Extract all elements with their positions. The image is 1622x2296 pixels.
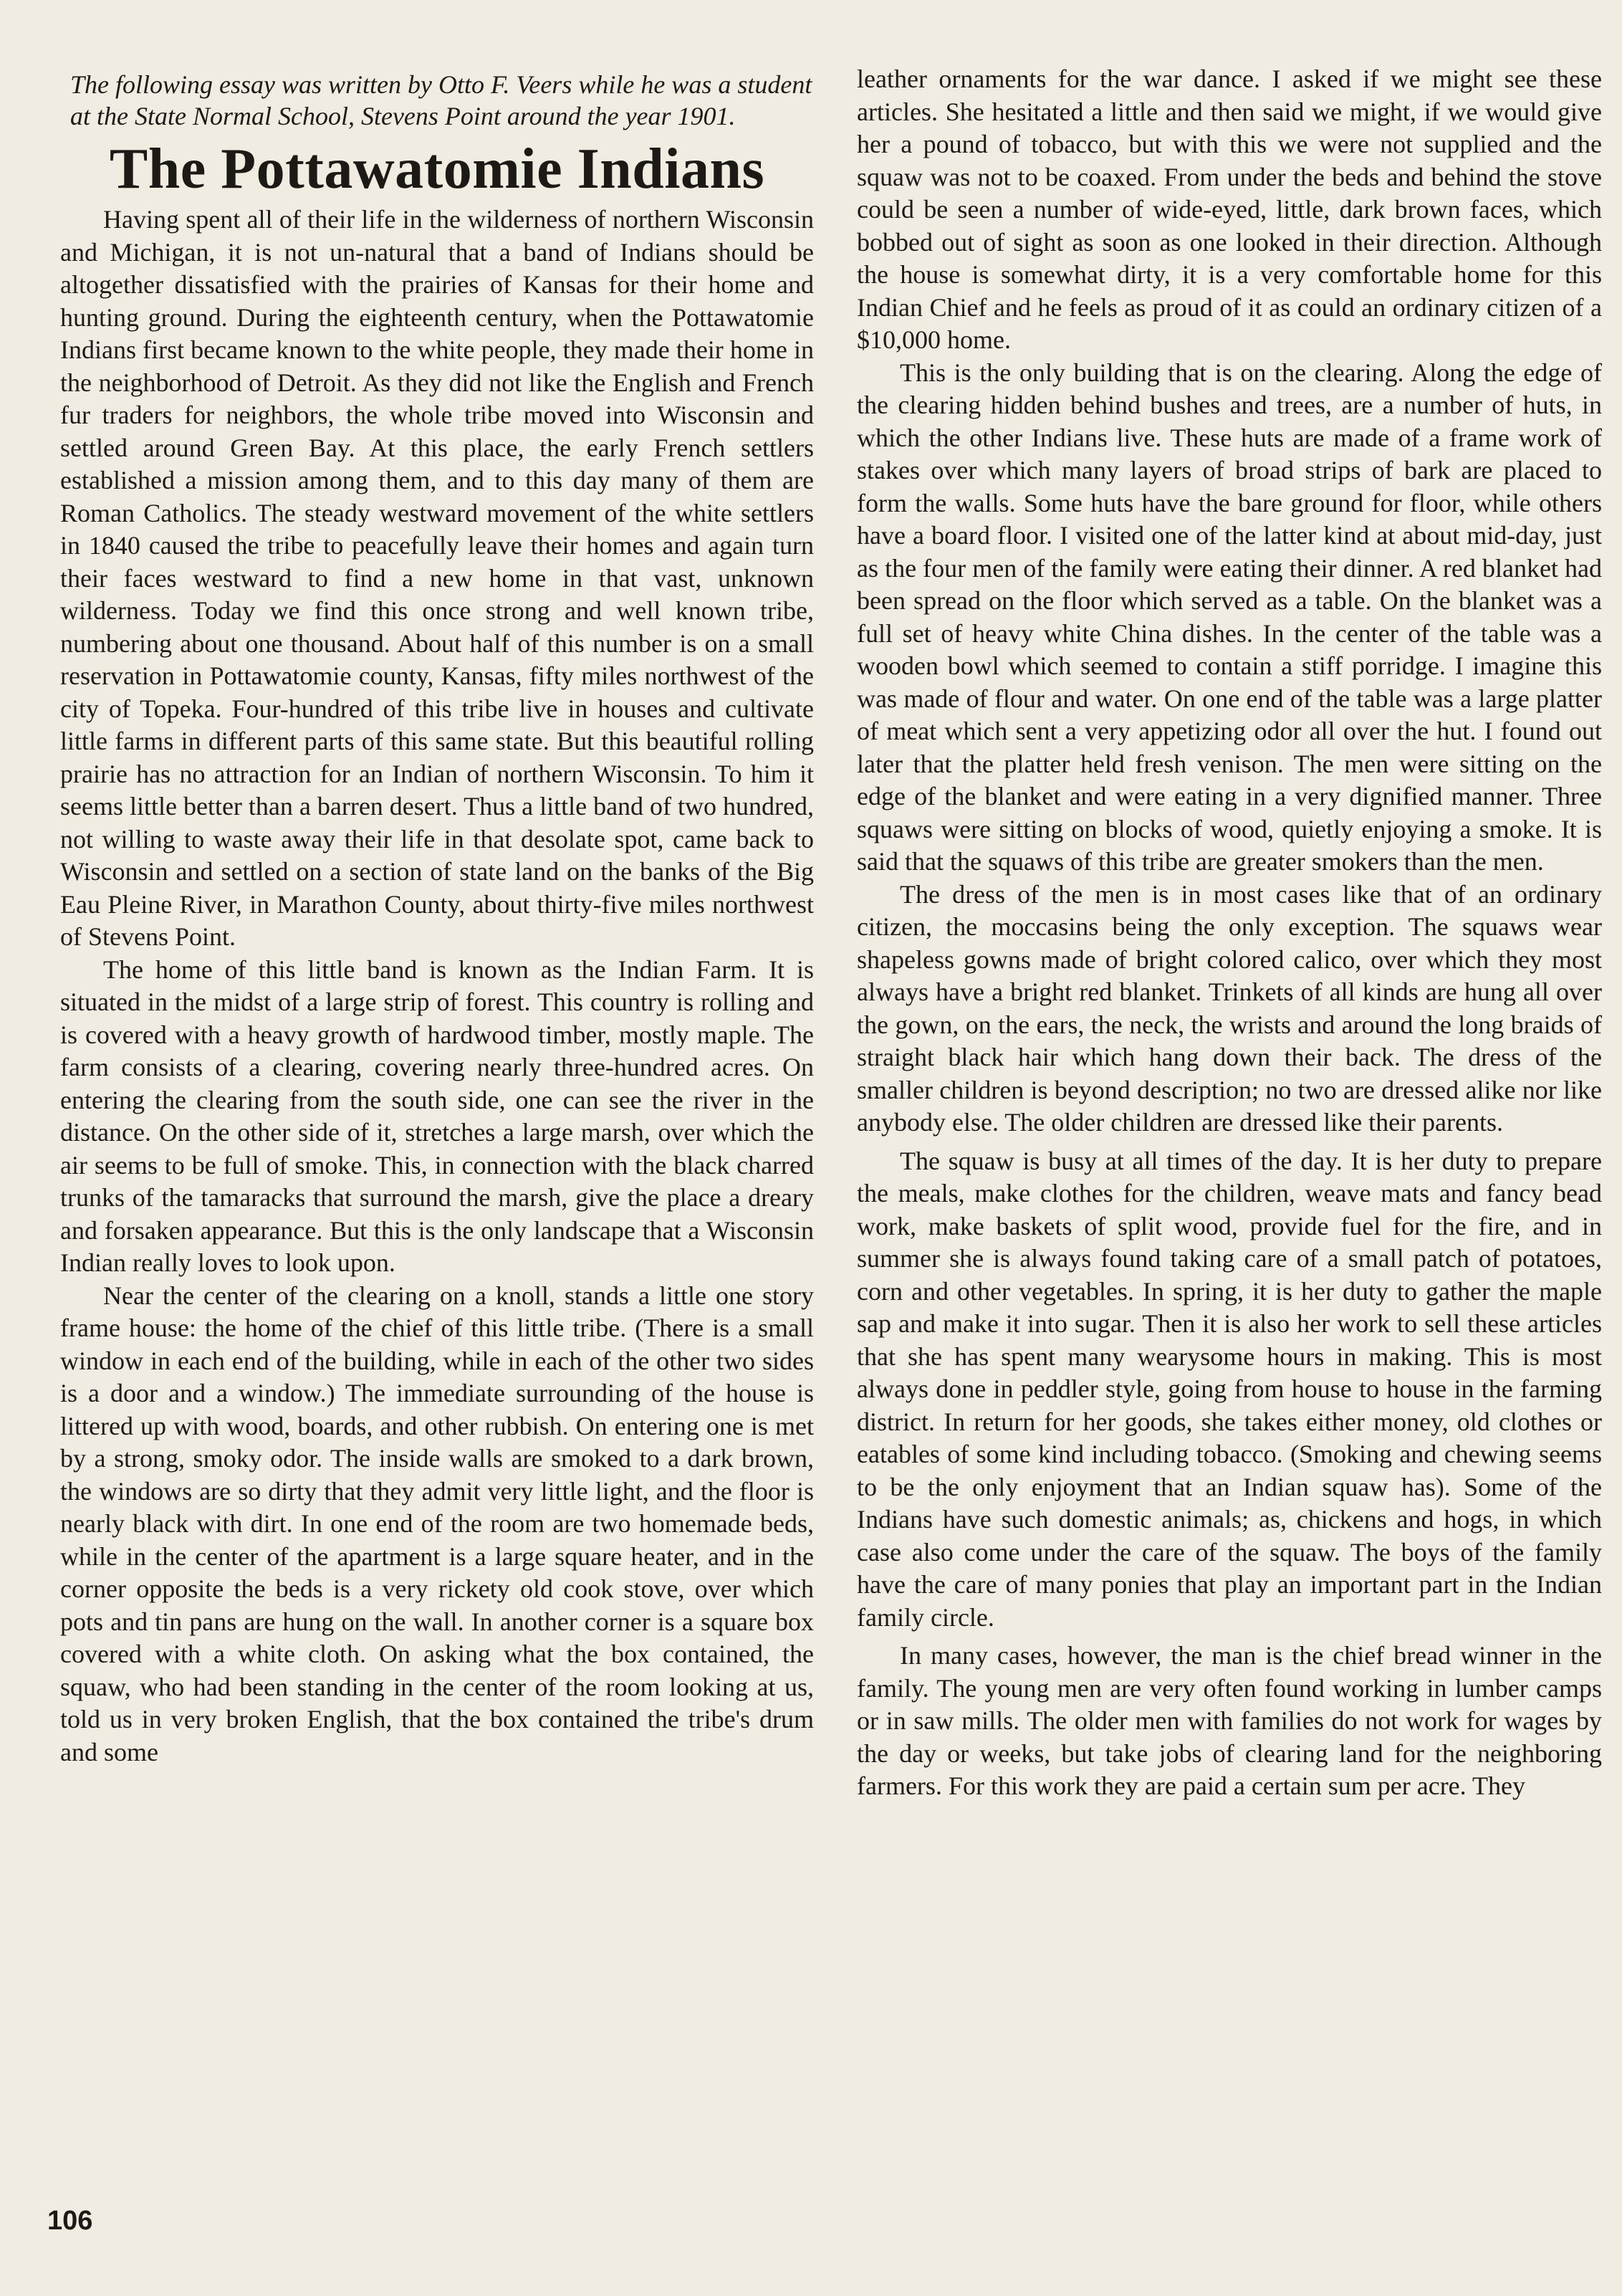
page-number: 106 bbox=[47, 2206, 93, 2236]
paragraph-history: Having spent all of their life in the wilderness of northern Wisconsin and Michigan, it is not un-natural that a band of Indians should be altogether dissatisfied with the prairies of Kansas for their home and hunting ground. During the eighteenth century, when the Pottawatomie Indians first became known to the white people, they made their home in the neighborhood of Detroit. As they did not like the English and French fur traders for neighbors, the whole tribe moved into Wisconsin and settled around Green Bay. At this place, the early French settlers established a mission among them, and to this day many of them are Roman Catholics. The steady westward movement of the white settlers in 1840 caused the tribe to peacefully leave their homes and again turn their faces westward to find a new home in that vast, unknown wilderness. Today we find this once strong and well known tribe, numbering about one thousand. About half of this number is on a small reservation in Pottawatomie county, Kansas, fifty miles northwest of the city of Topeka. Four-hundred of this tribe live in houses and cultivate little farms in different parts of this same state. But this beautiful rolling prairie has no attraction for an Indian of northern Wisconsin. To him it seems little better than a barren desert. Thus a little band of two hundred, not willing to waste away their life in that desolate spot, came back to Wisconsin and settled on a section of state land on the banks of the Big Eau Pleine River, in Marathon County, about thirty-five miles northwest of Stevens Point. bbox=[60, 205, 815, 951]
paragraph-bread-winner: In many cases, however, the man is the chief bread winner in the family. The young men are very often found working in lumber camps or in saw mills. The older men with families do not work for wages by the day or weeks, but take jobs of clearing land for the neighboring farmers. For this work they are paid a certain sum per acre. They bbox=[857, 1641, 1602, 1800]
paragraph-squaw-duties: The squaw is busy at all times of the day. It is her duty to prepare the meals, make clothes for the children, weave mats and fancy bead work, make baskets of split wood, provide fuel for the fire, and in summer she is always found taking care of a small patch of potatoes, corn and other vegetables. In spring, it is her duty to gather the maple sap and make it into sugar. Then it is also her work to sell these articles that she has spent many wearysome hours in making. This is most always done in peddler style, going from house to house in the farming district. In return for her goods, she takes either money, old clothes or eatables of some kind including tobacco. (Smoking and chewing seems to be the only enjoyment that an Indian squaw has). Some of the Indians have such domestic animals; as, chickens and hogs, in which case also come under the care of the squaw. The boys of the family have the care of many ponies that play an important part in the Indian family circle. bbox=[857, 1146, 1602, 1632]
paragraph-chief-house-continued: leather ornaments for the war dance. I asked if we might see these articles. She hesitated a little and then said we might, if we would give her a pound of tobacco, but with this we were not supplied and the squaw was not to be coaxed. From under the beds and behind the stove could be seen a number of wide-eyed, little, dark brown faces, which bobbed out of sight as soon as one looked in their direction. Although the house is somewhat dirty, it is a very comfortable home for this Indian Chief and he feels as proud of it as could an ordinary citizen of a $10,000 home. bbox=[857, 64, 1602, 354]
paragraph-chief-house: Near the center of the clearing on a knoll, stands a little one story frame house: the home of the chief of this little tribe. (There is a small window in each end of the building, while in each of the other two sides is a door and a window.) The immediate surrounding of the house is littered up with wood, boards, and other rubbish. On entering one is met by a strong, smoky odor. The inside walls are smoked to a dark brown, the windows are so dirty that they admit very little light, and the floor is nearly black with dirt. In one end of the room are two homemade beds, while in the center of the apartment is a large square heater, and in the corner opposite the beds is a very rickety old cook stove, over which pots and tin pans are hung on the wall. In another corner is a square box covered with a white cloth. On asking what the box contained, the squaw, who had been standing in the center of the room looking at us, told us in very broken English, that the box contained the tribe's drum and some bbox=[60, 1281, 814, 1766]
editor-intro-note: The following essay was written by Otto F. Veers while he was a student at the State Normal School, Stevens Point around the year 1901. bbox=[70, 70, 812, 130]
right-column bbox=[857, 63, 1602, 1803]
paragraph-huts: This is the only building that is on the clearing. Along the edge of the clearing hidden behind bushes and trees, are a number of huts, in which the other Indians live. These huts are made of a frame work of stakes over which many layers of broad strips of bark are placed to form the walls. Some huts have the bare ground for floor, while others have a board floor. I visited one of the latter kind at about mid-day, just as the four men of the family were eating their dinner. A red blanket had been spread on the floor which served as a table. On the blanket was a full set of heavy white China dishes. In the center of the table was a wooden bowl which seemed to contain a stiff porridge. I imagine this was made of flour and water. On one end of the table was a large platter of meat which sent a very appetizing odor all over the hut. I found out later that the platter held fresh venison. The men were sitting on the edge of the blanket and were eating in a very dignified manner. Three squaws were sitting on blocks of wood, quietly enjoying a smoke. It is said that the squaws of this tribe are greater smokers than the men. bbox=[857, 358, 1602, 876]
article-title: The Pottawatomie Indians bbox=[109, 138, 765, 201]
left-column bbox=[60, 63, 814, 1769]
paragraph-indian-farm: The home of this little band is known as the Indian Farm. It is situated in the midst of a large strip of forest. This country is rolling and is covered with a heavy growth of hardwood timber, mostly maple. The farm consists of a clearing, covering nearly three-hundred acres. On entering the clearing from the south side, one can see the river in the distance. On the other side of it, stretches a large marsh, over which the air seems to be full of smoke. This, in connection with the black charred trunks of the tamaracks that surround the marsh, give the place a dreary and forsaken appearance. But this is the only landscape that a Wisconsin Indian really loves to look upon. bbox=[60, 955, 814, 1277]
paragraph-dress: The dress of the men is in most cases like that of an ordinary citizen, the moccasins being the only exception. The squaws wear shapeless gowns made of bright colored calico, over which they most always have a bright red blanket. Trinkets of all kinds are hung all over the gown, on the ears, the neck, the wrists and around the long braids of straight black hair which hang down their back. The dress of the smaller children is beyond description; no two are dressed alike nor like anybody else. The older children are dressed like their parents. bbox=[857, 879, 1602, 1137]
